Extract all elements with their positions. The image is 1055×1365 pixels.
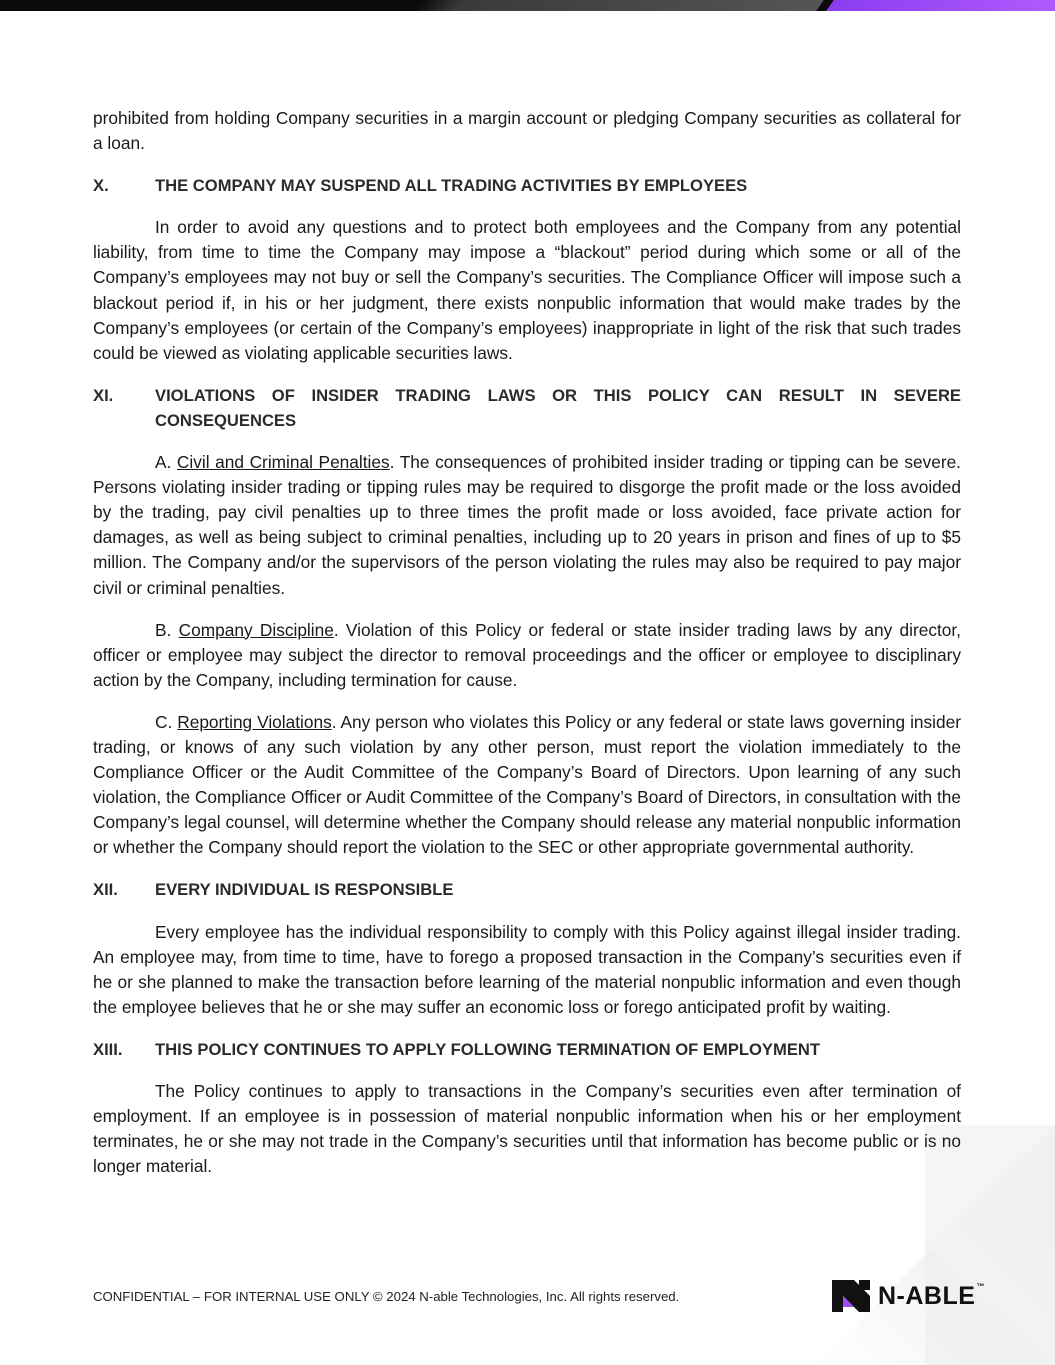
section-x-paragraph: In order to avoid any questions and to protect both employees and the Company from any potential liability, from time to time the Company may impose a “blackout” period during which some or all of the Company’s employees may not buy or sell the Company’s securities. The Compliance Officer will impose such a blackout period if, in his or her judgment, there exists nonpublic information that would make trades by the Company’s employees (or certain of the Company’s employees) inappropriate in light of the risk that such trades could be viewed as violating applicable securities laws. (93, 217, 961, 363)
logo-wordmark (878, 1282, 985, 1311)
item-prefix: B. (155, 619, 179, 640)
item-body: . The consequences of prohibited insider trading or tipping can be severe. Persons violating insider trading or tipping rules may be required to disgorge the profit made or the loss avoided by the trading, pay civil penalties up to three times the profit made or loss avoided, face private action for damages, as well as being subject to criminal penalties, including up to 20 years in prison and fines of up to $5 million. The Company and/or the supervisors of the person violating the rules may also be required to pay major civil or criminal penalties. (93, 452, 961, 598)
section-number: X. (93, 176, 109, 196)
document-body (93, 106, 961, 1179)
n-able-logo (832, 1280, 985, 1312)
section-xi-a-paragraph (93, 450, 961, 601)
intro-paragraph: prohibited from holding Company securities in a margin account or pledging Company securities as collateral for a loan. (93, 108, 961, 154)
section-xii-heading (93, 877, 961, 902)
item-body: . Violation of this Policy or federal or state insider trading laws by any director, officer or employee may subject the director to removal proceedings and the officer or employee to disciplinary action by the Company, including termination for cause. (93, 619, 961, 690)
section-x-heading (93, 173, 961, 198)
section-title: EVERY INDIVIDUAL IS RESPONSIBLE (155, 880, 454, 900)
n-able-logo-icon (832, 1280, 870, 1312)
section-xiii-paragraph: The Policy continues to apply to transactions in the Company’s securities even after termination of employment. If an employee is in possession of material nonpublic information when his or her employment terminates, he or she may not trade in the Company’s securities until that information has become public or is no longer material. (93, 1081, 961, 1177)
section-number: XI. (93, 385, 114, 405)
civil-criminal-penalties-label: Civil and Criminal Penalties (176, 452, 390, 473)
logo-text: N-ABLE (878, 1281, 976, 1310)
section-xiii-heading (93, 1037, 961, 1062)
top-bar-grey-segment (416, 0, 824, 11)
reporting-violations-label: Reporting Violations (177, 711, 332, 732)
section-number: XIII. (93, 1039, 123, 1059)
section-title: THIS POLICY CONTINUES TO APPLY FOLLOWING TERMINATION OF EMPLOYMENT (155, 1039, 821, 1059)
top-decorative-bar (0, 0, 1055, 11)
section-xi-c-paragraph (93, 710, 961, 861)
item-prefix: C. (155, 711, 178, 732)
logo-trademark: ™ (976, 1281, 985, 1291)
section-xii-paragraph: Every employee has the individual responsibility to comply with this Policy against illegal insider trading. An employee may, from time to time, have to forego a proposed transaction in the Company’s securities even if he or she planned to make the transaction before learning of the material nonpublic information and even though the employee believes that he or she may suffer an economic loss or forego anticipated profit by waiting. (93, 921, 961, 1017)
section-title: VIOLATIONS OF INSIDER TRADING LAWS OR THIS POLICY CAN RESULT IN SEVERE CONSEQUENCES (155, 385, 961, 430)
section-title: THE COMPANY MAY SUSPEND ALL TRADING ACTIVITIES BY EMPLOYEES (155, 176, 748, 196)
item-body: . Any person who violates this Policy or any federal or state laws governing insider trading, or knows of any such violation by any other person, must report the violation immediately to the Compliance Officer or the Audit Committee of the Company’s Board of Directors. Upon learning of any such violation, the Compliance Officer or Audit Committee of the Company’s Board of Directors, in consultation with the Company’s legal counsel, will determine whether the Company should release any material nonpublic information or whether the Company should report the violation to the SEC or other appropriate governmental authority. (93, 711, 961, 858)
item-prefix: A. (155, 452, 177, 473)
section-xi-b-paragraph (93, 618, 961, 693)
section-xi-heading (93, 383, 961, 433)
top-bar-purple-segment (826, 0, 1055, 11)
section-number: XII. (93, 880, 118, 900)
footer-confidential-notice: CONFIDENTIAL – FOR INTERNAL USE ONLY © 2024 N-able Technologies, Inc. All rights reserved. (93, 1289, 680, 1304)
company-discipline-label: Company Discipline (178, 619, 334, 640)
